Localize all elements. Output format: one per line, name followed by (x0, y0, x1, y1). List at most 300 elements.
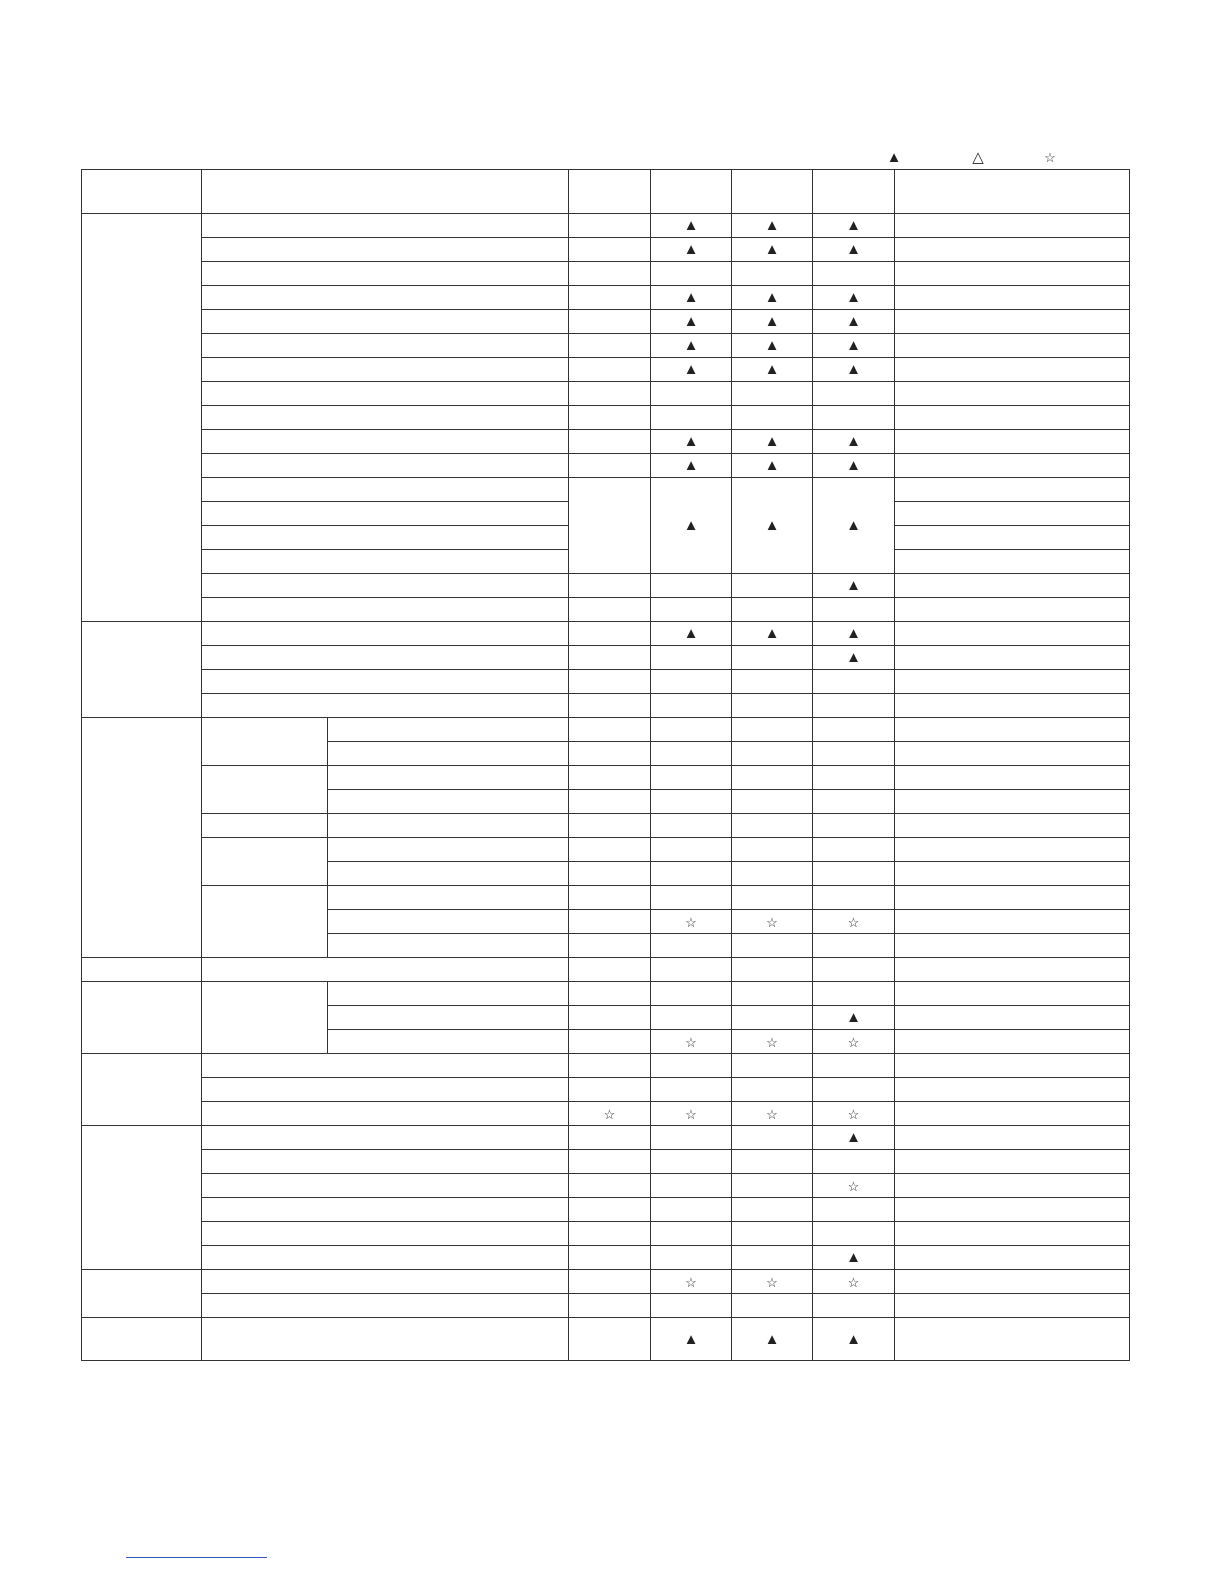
item-cell (202, 1126, 569, 1150)
mark-cell (651, 1222, 732, 1246)
mark-cell (569, 1222, 651, 1246)
star-icon: ☆ (685, 914, 697, 930)
mark-cell (732, 382, 813, 406)
note-cell (895, 742, 1130, 766)
mark-cell (651, 1078, 732, 1102)
mark-cell (569, 1150, 651, 1174)
mark-cell (569, 1318, 651, 1361)
mark-cell (813, 1006, 895, 1030)
mark-cell (569, 454, 651, 478)
table-row (82, 286, 1130, 310)
mark-cell (813, 862, 895, 886)
item-cell (202, 286, 569, 310)
filled-triangle-icon: ▲ (846, 1009, 861, 1026)
mark-cell (651, 838, 732, 862)
mark-cell (732, 1030, 813, 1054)
table-row (82, 670, 1130, 694)
mark-cell (813, 694, 895, 718)
item-cell (328, 1006, 569, 1030)
mark-cell (569, 1054, 651, 1078)
filled-triangle-icon: ▲ (846, 625, 861, 642)
mark-cell (813, 238, 895, 262)
mark-cell (651, 1198, 732, 1222)
mark-cell (651, 334, 732, 358)
item-cell (328, 862, 569, 886)
mark-cell (569, 1198, 651, 1222)
header-row (82, 170, 1130, 214)
filled-triangle-icon: ▲ (846, 457, 861, 474)
mark-cell (569, 1078, 651, 1102)
table-row (82, 1054, 1130, 1078)
mark-cell (651, 1174, 732, 1198)
mark-cell (732, 1318, 813, 1361)
note-cell (895, 334, 1130, 358)
group-cell (82, 622, 202, 718)
group-cell (82, 1318, 202, 1361)
filled-triangle-icon: ▲ (764, 217, 780, 234)
note-cell (895, 574, 1130, 598)
mark-cell (813, 934, 895, 958)
note-cell (895, 670, 1130, 694)
mark-cell (569, 1030, 651, 1054)
mark-cell (813, 478, 895, 574)
table-row (82, 1102, 1130, 1126)
mark-cell (651, 310, 732, 334)
note-cell (895, 694, 1130, 718)
note-cell (895, 1102, 1130, 1126)
item-cell (202, 1294, 569, 1318)
mark-cell (732, 1150, 813, 1174)
mark-cell (651, 406, 732, 430)
mark-cell (732, 454, 813, 478)
note-cell (895, 1054, 1130, 1078)
mark-cell (813, 286, 895, 310)
item-cell (202, 1318, 569, 1361)
mark-cell (813, 1198, 895, 1222)
item-cell (202, 1198, 569, 1222)
filled-triangle-icon: ▲ (846, 361, 861, 378)
filled-triangle-icon: ▲ (846, 433, 861, 450)
mark-cell (651, 886, 732, 910)
mark-cell (651, 238, 732, 262)
table-row (82, 622, 1130, 646)
mark-cell (732, 574, 813, 598)
mark-cell (732, 1054, 813, 1078)
mark-cell (569, 430, 651, 454)
mark-cell (813, 574, 895, 598)
subgroup-cell (202, 766, 328, 814)
filled-triangle-icon: ▲ (846, 1330, 861, 1348)
table-row (82, 334, 1130, 358)
mark-cell (813, 982, 895, 1006)
filled-triangle-icon: ▲ (846, 313, 861, 330)
filled-triangle-icon: ▲ (846, 517, 861, 534)
star-icon: ☆ (603, 1106, 616, 1122)
note-cell (895, 982, 1130, 1006)
filled-triangle-icon: ▲ (764, 1330, 780, 1348)
filled-triangle-icon: ▲ (683, 1330, 699, 1348)
mark-cell (651, 958, 732, 982)
mark-cell (732, 358, 813, 382)
mark-cell (569, 718, 651, 742)
legend-open-triangle: △ (972, 149, 984, 166)
note-cell (895, 1222, 1130, 1246)
header-cell (895, 170, 1130, 214)
header-cell (651, 170, 732, 214)
item-cell (202, 430, 569, 454)
mark-cell (732, 886, 813, 910)
mark-cell (569, 238, 651, 262)
table-row (82, 238, 1130, 262)
mark-cell (569, 478, 651, 574)
mark-cell (732, 790, 813, 814)
note-cell (895, 646, 1130, 670)
note-cell (895, 454, 1130, 478)
item-cell (202, 550, 569, 574)
filled-triangle-icon: ▲ (683, 361, 699, 378)
mark-cell (569, 862, 651, 886)
table-row (82, 310, 1130, 334)
mark-cell (813, 598, 895, 622)
mark-cell (813, 1078, 895, 1102)
note-cell (895, 1150, 1130, 1174)
item-cell (202, 694, 569, 718)
table-row (82, 1222, 1130, 1246)
mark-cell (651, 430, 732, 454)
group-cell (82, 718, 202, 958)
note-cell (895, 526, 1130, 550)
mark-cell (813, 670, 895, 694)
mark-cell (813, 214, 895, 238)
note-cell (895, 814, 1130, 838)
note-cell (895, 790, 1130, 814)
legend (0, 148, 1224, 168)
mark-cell (569, 910, 651, 934)
mark-cell (813, 262, 895, 286)
table-row (82, 1198, 1130, 1222)
mark-cell (813, 1270, 895, 1294)
mark-cell (732, 982, 813, 1006)
mark-cell (651, 286, 732, 310)
mark-cell (732, 1078, 813, 1102)
mark-cell (732, 1126, 813, 1150)
mark-cell (732, 742, 813, 766)
filled-triangle-icon: ▲ (846, 289, 861, 306)
note-cell (895, 310, 1130, 334)
note-cell (895, 286, 1130, 310)
table-row (82, 214, 1130, 238)
star-icon: ☆ (847, 914, 860, 930)
mark-cell (651, 670, 732, 694)
item-cell (328, 718, 569, 742)
header-cell (813, 170, 895, 214)
table-row (82, 430, 1130, 454)
item-cell (202, 1102, 569, 1126)
mark-cell (813, 886, 895, 910)
note-cell (895, 622, 1130, 646)
mark-cell (813, 814, 895, 838)
mark-cell (732, 766, 813, 790)
filled-triangle-icon: ▲ (764, 361, 780, 378)
mark-cell (569, 790, 651, 814)
item-cell (328, 742, 569, 766)
mark-cell (569, 838, 651, 862)
filled-triangle-icon: ▲ (846, 217, 861, 234)
item-cell (202, 526, 569, 550)
header-cell (732, 170, 813, 214)
mark-cell (732, 838, 813, 862)
mark-cell (569, 310, 651, 334)
table-row (82, 766, 1130, 790)
mark-cell (732, 814, 813, 838)
note-cell (895, 478, 1130, 502)
note-cell (895, 262, 1130, 286)
star-icon: ☆ (766, 1034, 778, 1050)
subgroup-cell (202, 886, 328, 958)
table-row (82, 1126, 1130, 1150)
mark-cell (569, 1174, 651, 1198)
table-row (82, 718, 1130, 742)
header-cell (82, 170, 202, 214)
filled-triangle-icon: ▲ (683, 313, 699, 330)
header-cell (202, 170, 569, 214)
item-cell (202, 502, 569, 526)
mark-cell (651, 622, 732, 646)
star-icon: ☆ (685, 1106, 697, 1122)
item-cell (202, 574, 569, 598)
mark-cell (651, 934, 732, 958)
mark-cell (569, 1270, 651, 1294)
table-row (82, 886, 1130, 910)
mark-cell (569, 598, 651, 622)
mark-cell (813, 430, 895, 454)
item-cell (202, 406, 569, 430)
mark-cell (732, 694, 813, 718)
mark-cell (569, 1126, 651, 1150)
table-row (82, 814, 1130, 838)
mark-cell (813, 958, 895, 982)
mark-cell (651, 1102, 732, 1126)
filled-triangle-icon: ▲ (683, 241, 699, 258)
mark-cell (813, 1102, 895, 1126)
item-cell (202, 358, 569, 382)
note-cell (895, 1270, 1130, 1294)
note-cell (895, 238, 1130, 262)
note-cell (895, 1174, 1130, 1198)
mark-cell (569, 934, 651, 958)
item-cell (202, 1150, 569, 1174)
group-cell (82, 1054, 202, 1126)
filled-triangle-icon: ▲ (683, 517, 699, 534)
feature-table (81, 169, 1130, 1361)
mark-cell (569, 1006, 651, 1030)
item-cell (202, 598, 569, 622)
star-icon: ☆ (685, 1274, 697, 1290)
mark-cell (651, 454, 732, 478)
star-icon: ☆ (847, 1034, 860, 1050)
star-icon: ☆ (766, 1274, 778, 1290)
mark-cell (813, 742, 895, 766)
filled-triangle-icon: ▲ (764, 433, 780, 450)
note-cell (895, 430, 1130, 454)
item-cell (202, 310, 569, 334)
mark-cell (651, 982, 732, 1006)
mark-cell (651, 766, 732, 790)
table-row (82, 1318, 1130, 1361)
star-icon: ☆ (766, 914, 778, 930)
mark-cell (732, 262, 813, 286)
mark-cell (569, 742, 651, 766)
note-cell (895, 1030, 1130, 1054)
mark-cell (651, 862, 732, 886)
group-cell (82, 214, 202, 622)
mark-cell (813, 790, 895, 814)
mark-cell (569, 1294, 651, 1318)
mark-cell (732, 334, 813, 358)
mark-cell (651, 382, 732, 406)
mark-cell (732, 958, 813, 982)
mark-cell (651, 478, 732, 574)
mark-cell (569, 358, 651, 382)
mark-cell (569, 262, 651, 286)
note-cell (895, 358, 1130, 382)
note-cell (895, 598, 1130, 622)
table-row (82, 694, 1130, 718)
mark-cell (569, 646, 651, 670)
filled-triangle-icon: ▲ (764, 289, 780, 306)
filled-triangle-icon: ▲ (764, 241, 780, 258)
mark-cell (732, 214, 813, 238)
filled-triangle-icon: ▲ (846, 1249, 861, 1266)
item-cell (328, 1030, 569, 1054)
note-cell (895, 1078, 1130, 1102)
mark-cell (569, 334, 651, 358)
item-cell (202, 1246, 569, 1270)
note-cell (895, 1294, 1130, 1318)
item-cell (202, 1270, 569, 1294)
subgroup-cell (202, 982, 328, 1054)
mark-cell (732, 646, 813, 670)
note-cell (895, 886, 1130, 910)
item-cell (202, 646, 569, 670)
mark-cell (813, 1030, 895, 1054)
mark-cell (732, 598, 813, 622)
note-cell (895, 1246, 1130, 1270)
table-row (82, 454, 1130, 478)
mark-cell (569, 382, 651, 406)
note-cell (895, 1126, 1130, 1150)
legend-filled-triangle: ▲ (886, 149, 902, 166)
table-row (82, 478, 1130, 502)
mark-cell (732, 910, 813, 934)
filled-triangle-icon: ▲ (764, 517, 780, 534)
filled-triangle-icon: ▲ (683, 457, 699, 474)
item-cell (202, 238, 569, 262)
mark-cell (569, 766, 651, 790)
mark-cell (813, 910, 895, 934)
item-cell (328, 886, 569, 910)
mark-cell (813, 382, 895, 406)
mark-cell (813, 1294, 895, 1318)
mark-cell (569, 670, 651, 694)
table-row (82, 598, 1130, 622)
note-cell (895, 1318, 1130, 1361)
table-row (82, 958, 1130, 982)
table-row (82, 574, 1130, 598)
mark-cell (732, 1246, 813, 1270)
mark-cell (651, 1006, 732, 1030)
table-row (82, 262, 1130, 286)
group-cell (82, 982, 202, 1054)
mark-cell (569, 622, 651, 646)
note-cell (895, 766, 1130, 790)
filled-triangle-icon: ▲ (683, 289, 699, 306)
mark-cell (813, 334, 895, 358)
header-cell (569, 170, 651, 214)
item-cell (202, 382, 569, 406)
filled-triangle-icon: ▲ (683, 433, 699, 450)
link-underline[interactable] (126, 1557, 267, 1558)
mark-cell (569, 958, 651, 982)
mark-cell (732, 934, 813, 958)
mark-cell (569, 406, 651, 430)
mark-cell (732, 1006, 813, 1030)
mark-cell (651, 214, 732, 238)
mark-cell (732, 1198, 813, 1222)
table-row (82, 982, 1130, 1006)
mark-cell (569, 286, 651, 310)
table-row (82, 1246, 1130, 1270)
mark-cell (651, 262, 732, 286)
mark-cell (813, 406, 895, 430)
mark-cell (651, 598, 732, 622)
note-cell (895, 718, 1130, 742)
mark-cell (813, 358, 895, 382)
mark-cell (813, 1126, 895, 1150)
table-row (82, 406, 1130, 430)
item-cell (328, 934, 569, 958)
mark-cell (813, 1222, 895, 1246)
mark-cell (651, 694, 732, 718)
note-cell (895, 1198, 1130, 1222)
star-icon: ☆ (847, 1274, 860, 1290)
item-cell (202, 1078, 569, 1102)
mark-cell (813, 1246, 895, 1270)
mark-cell (813, 1174, 895, 1198)
filled-triangle-icon: ▲ (683, 337, 699, 354)
star-icon: ☆ (847, 1106, 860, 1122)
mark-cell (813, 1150, 895, 1174)
table-row (82, 1150, 1130, 1174)
subgroup-cell (202, 838, 328, 886)
star-icon: ☆ (847, 1178, 860, 1194)
note-cell (895, 934, 1130, 958)
mark-cell (813, 1318, 895, 1361)
mark-cell (651, 1054, 732, 1078)
star-icon: ☆ (766, 1106, 778, 1122)
mark-cell (732, 718, 813, 742)
table-row (82, 358, 1130, 382)
filled-triangle-icon: ▲ (846, 577, 861, 594)
mark-cell (732, 430, 813, 454)
mark-cell (732, 286, 813, 310)
mark-cell (813, 310, 895, 334)
mark-cell (651, 790, 732, 814)
item-cell (202, 262, 569, 286)
mark-cell (651, 646, 732, 670)
mark-cell (732, 310, 813, 334)
mark-cell (569, 814, 651, 838)
